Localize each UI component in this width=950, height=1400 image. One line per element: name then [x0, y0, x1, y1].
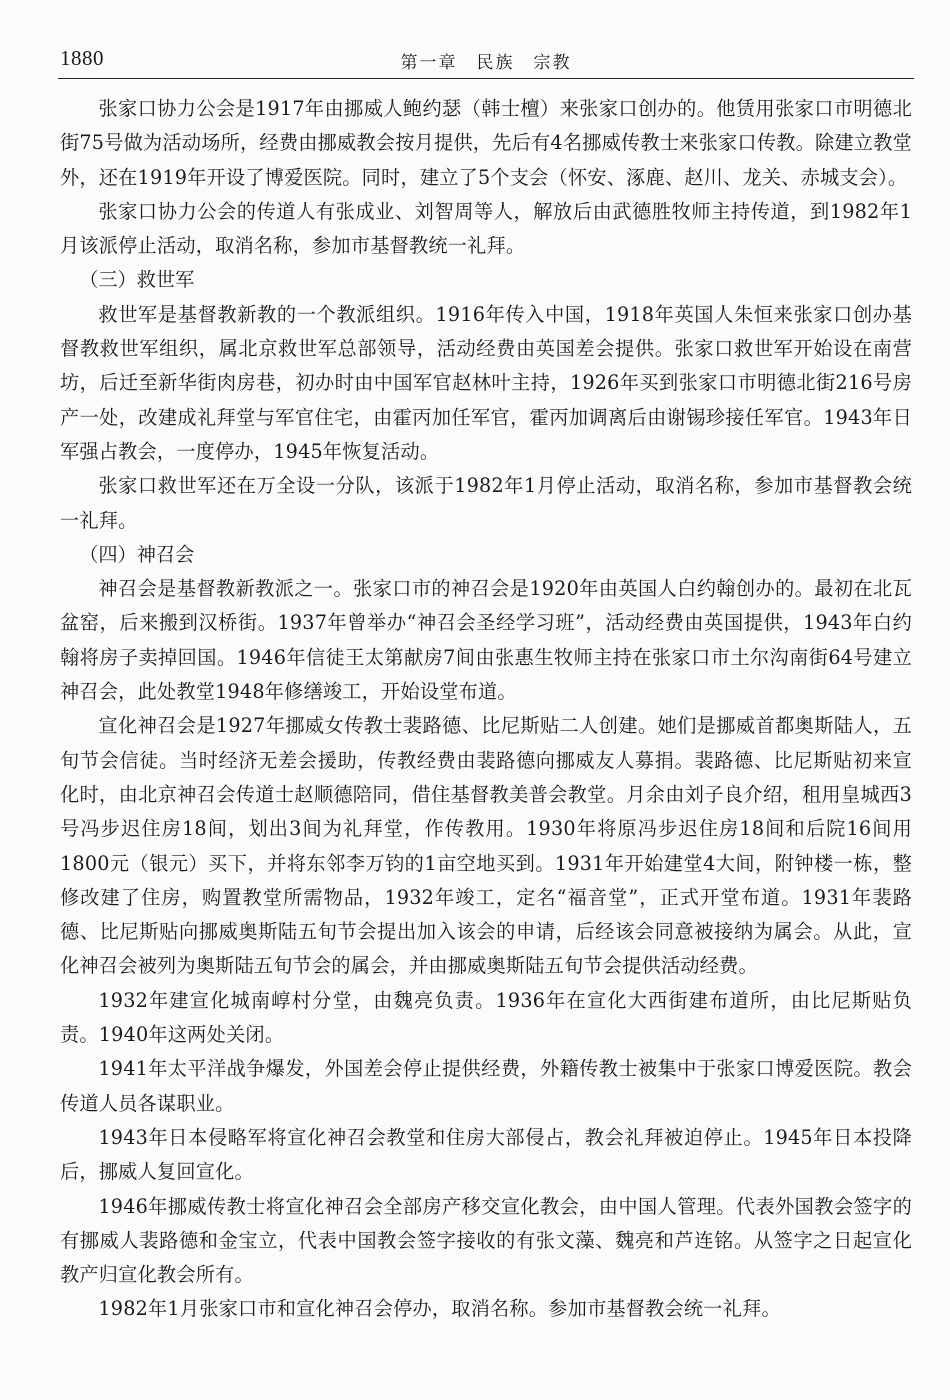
- paragraph: 1943年日本侵略军将宣化神召会教堂和住房大部侵占，教会礼拜被迫停止。1945年日本投降后，挪威人复回宣化。: [60, 1125, 912, 1184]
- paragraph: 1932年建宣化城南崞村分堂，由魏亮负责。1936年在宣化大西街建布道所，由比尼斯贴负责。1940年这两处关闭。: [60, 988, 912, 1047]
- paragraph: 1946年挪威传教士将宣化神召会全部房产移交宣化教会，由中国人管理。代表外国教会签字的有挪威人裴路德和金宝立，代表中国教会签字接收的有张文藻、魏亮和芦连铭。从签字之日起宣化教产归宣化教会所有。: [60, 1194, 912, 1287]
- paragraph: 张家口救世军还在万全设一分队，该派于1982年1月停止活动，取消名称，参加市基督教会统一礼拜。: [60, 474, 912, 532]
- page-header: [58, 40, 914, 79]
- section-heading: （四）神召会: [79, 542, 195, 566]
- paragraph: 1982年1月张家口市和宣化神召会停办，取消名称。参加市基督教会统一礼拜。: [98, 1297, 781, 1321]
- page-number: 1880: [60, 46, 104, 70]
- section-heading: （三）救世军: [79, 268, 195, 292]
- paragraph: 张家口协力公会是1917年由挪威人鲍约瑟（韩士檀）来张家口创办的。他赁用张家口市明德北街75号做为活动场所，经费由挪威教会按月提供，先后有4名挪威传教士来张家口传教。除建立教堂外，还在1919年开设了博爱医院。同时，建立了5个支会（怀安、涿鹿、赵川、龙关、赤城支会）。: [60, 97, 912, 189]
- paragraph: 救世军是基督教新教的一个教派组织。1916年传入中国，1918年英国人朱恒来张家口创办基督教救世军组织，属北京救世军总部领导，活动经费由英国差会提供。张家口救世军开始设在南营坊，后迁至新华街肉房巷，初办时由中国军官赵林叶主持，1926年买到张家口市明德北街216号房产一处，改建成礼拜堂与军官住宅，由霍丙加任军官，霍丙加调离后由谢锡珍接任军官。1943年日军强占教会，一度停办，1945年恢复活动。: [60, 302, 912, 463]
- paragraph: 神召会是基督教新教派之一。张家口市的神召会是1920年由英国人白约翰创办的。最初在北瓦盆窑，后来搬到汉桥街。1937年曾举办“神召会圣经学习班”，活动经费由英国提供，1943年白约翰将房子卖掉回国。1946年信徒王太第献房7间由张惠生牧师主持在张家口市土尔沟南街64号建立神召会，此处教堂1948年修缮竣工，开始设堂布道。: [60, 577, 912, 704]
- paragraph: 宣化神召会是1927年挪威女传教士裴路德、比尼斯贴二人创建。她们是挪威首都奥斯陆人，五旬节会信徒。当时经济无差会援助，传教经费由裴路德向挪威友人募捐。裴路德、比尼斯贴初来宣化时，由北京神召会传道士赵顺德陪同，借住基督教美普会教堂。月余由刘子良介绍，租用皇城西3号冯步迟住房18间，划出3间为礼拜堂，作传教用。1930年将原冯步迟住房18间和后院16间用1800元（银元）买下，并将东邻李万钧的1亩空地买到。1931年开始建堂4大间，附钟楼一栋，整修改建了住房，购置教堂所需物品，1932年竣工，定名“福音堂”，正式开堂布道。1931年裴路德、比尼斯贴向挪威奥斯陆五旬节会提出加入该会的申请，后经该会同意被接纳为属会。从此，宣化神召会被列为奥斯陆五旬节会的属会，并由挪威奥斯陆五旬节会提供活动经费。: [60, 714, 912, 978]
- chapter-running-head: 第一章 民族 宗教: [400, 53, 572, 73]
- page-body: [60, 92, 912, 1327]
- paragraph: 张家口协力公会的传道人有张成业、刘智周等人，解放后由武德胜牧师主持传道，到1982年1月该派停止活动，取消名称，参加市基督教统一礼拜。: [60, 199, 912, 258]
- paragraph: 1941年太平洋战争爆发，外国差会停止提供经费，外籍传教士被集中于张家口博爱医院。教会传道人员各谋职业。: [60, 1057, 912, 1115]
